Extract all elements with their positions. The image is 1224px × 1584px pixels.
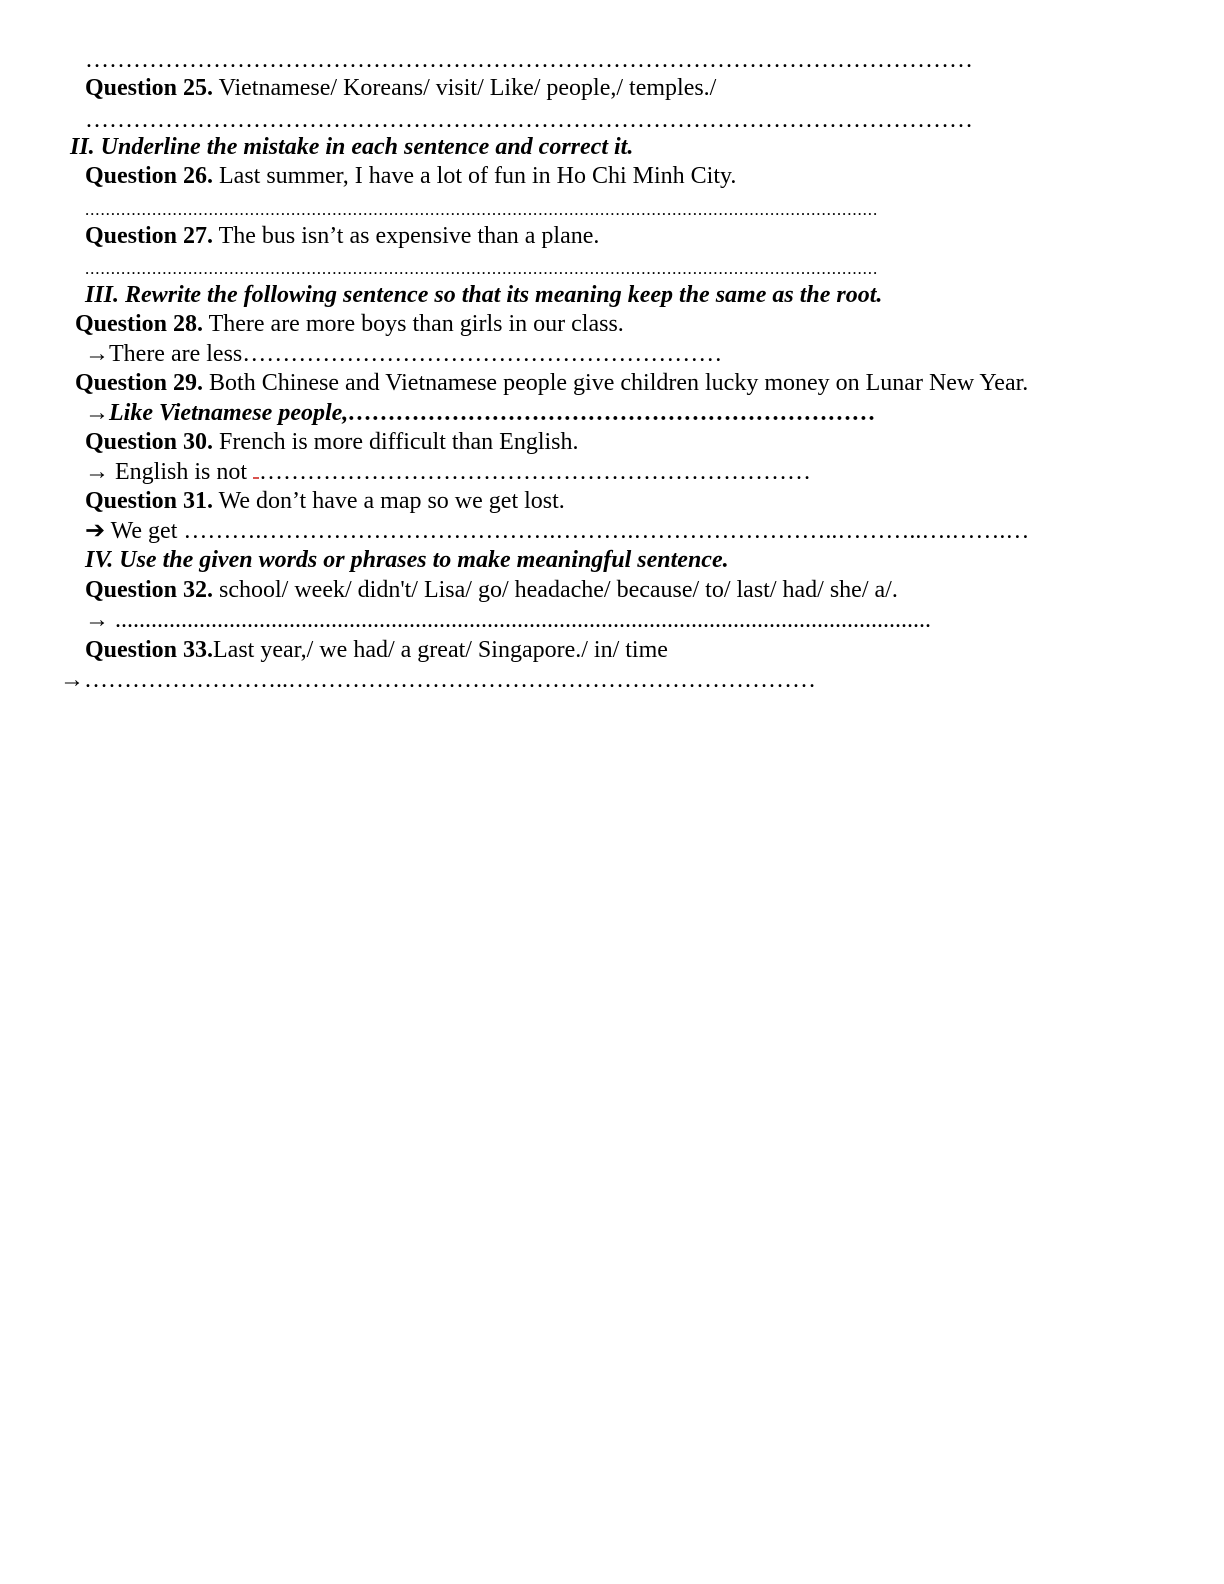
section-heading-iv: IV. Use the given words or phrases to make meaningful sentence. (85, 547, 729, 573)
answer-line-q27: .......................................................................................................................................................... (85, 259, 879, 278)
question-label: Question 29. (75, 370, 204, 396)
answer-dots: …………………………………………………………… (259, 459, 812, 485)
question-27 (85, 222, 599, 250)
answer-line-q33: →……………………..………………………………………………………… (60, 667, 816, 693)
question-31 (85, 487, 565, 515)
section-heading-ii: II. Underline the mistake in each sentence and correct it. (70, 134, 634, 160)
section-heading-iii: III. Rewrite the following sentence so that its meaning keep the same as the root. (85, 282, 883, 308)
question-30 (85, 428, 579, 456)
answer-line-q32 (85, 606, 931, 634)
question-text: Vietnamese/ Koreans/ visit/ Like/ people,/ temples./ (213, 75, 717, 101)
answer-line-q29: →Like Vietnamese people,………………………………………………………… (85, 400, 877, 426)
question-text: French is more difficult than English. (213, 429, 579, 455)
question-32 (85, 576, 898, 604)
answer-line-q26: .......................................................................................................................................................... (85, 200, 879, 219)
answer-prefix: → English is not (85, 459, 254, 485)
answer-line-q31: ➔ We get ……….……………………………….……….……………………..………..….…….… (85, 518, 1030, 544)
question-25 (85, 74, 716, 102)
question-text: Both Chinese and Vietnamese people give children lucky money on Lunar New Year. (203, 370, 1029, 396)
question-text: We don’t have a map so we get lost. (213, 488, 565, 514)
answer-line-q24: ………………………………………………………………………………………………… (85, 47, 973, 73)
question-label: Question 27. (85, 223, 214, 249)
question-label: Question 33. (85, 637, 214, 663)
question-text: The bus isn’t as expensive than a plane. (213, 223, 600, 249)
question-29 (75, 369, 1028, 397)
question-26 (85, 162, 736, 190)
question-text: There are more boys than girls in our class. (203, 311, 624, 337)
answer-line-q28: →There are less…………………………………………………… (85, 341, 723, 367)
question-text: school/ week/ didn't/ Lisa/ go/ headache/ because/ to/ last/ had/ she/ a/. (213, 577, 898, 603)
question-label: Question 30. (85, 429, 214, 455)
answer-line-q25: ………………………………………………………………………………………………… (85, 107, 973, 133)
question-text: Last year,/ we had/ a great/ Singapore./ in/ time (213, 637, 668, 663)
answer-line-q30 (85, 458, 811, 486)
question-label: Question 25. (85, 75, 214, 101)
question-label: Question 28. (75, 311, 204, 337)
question-label: Question 31. (85, 488, 214, 514)
answer-text: → ........................................................................................................................................ (85, 607, 931, 633)
question-label: Question 26. (85, 163, 214, 189)
question-text: Last summer, I have a lot of fun in Ho Chi Minh City. (213, 163, 737, 189)
question-33 (85, 636, 668, 664)
question-label: Question 32. (85, 577, 214, 603)
question-28 (75, 310, 624, 338)
